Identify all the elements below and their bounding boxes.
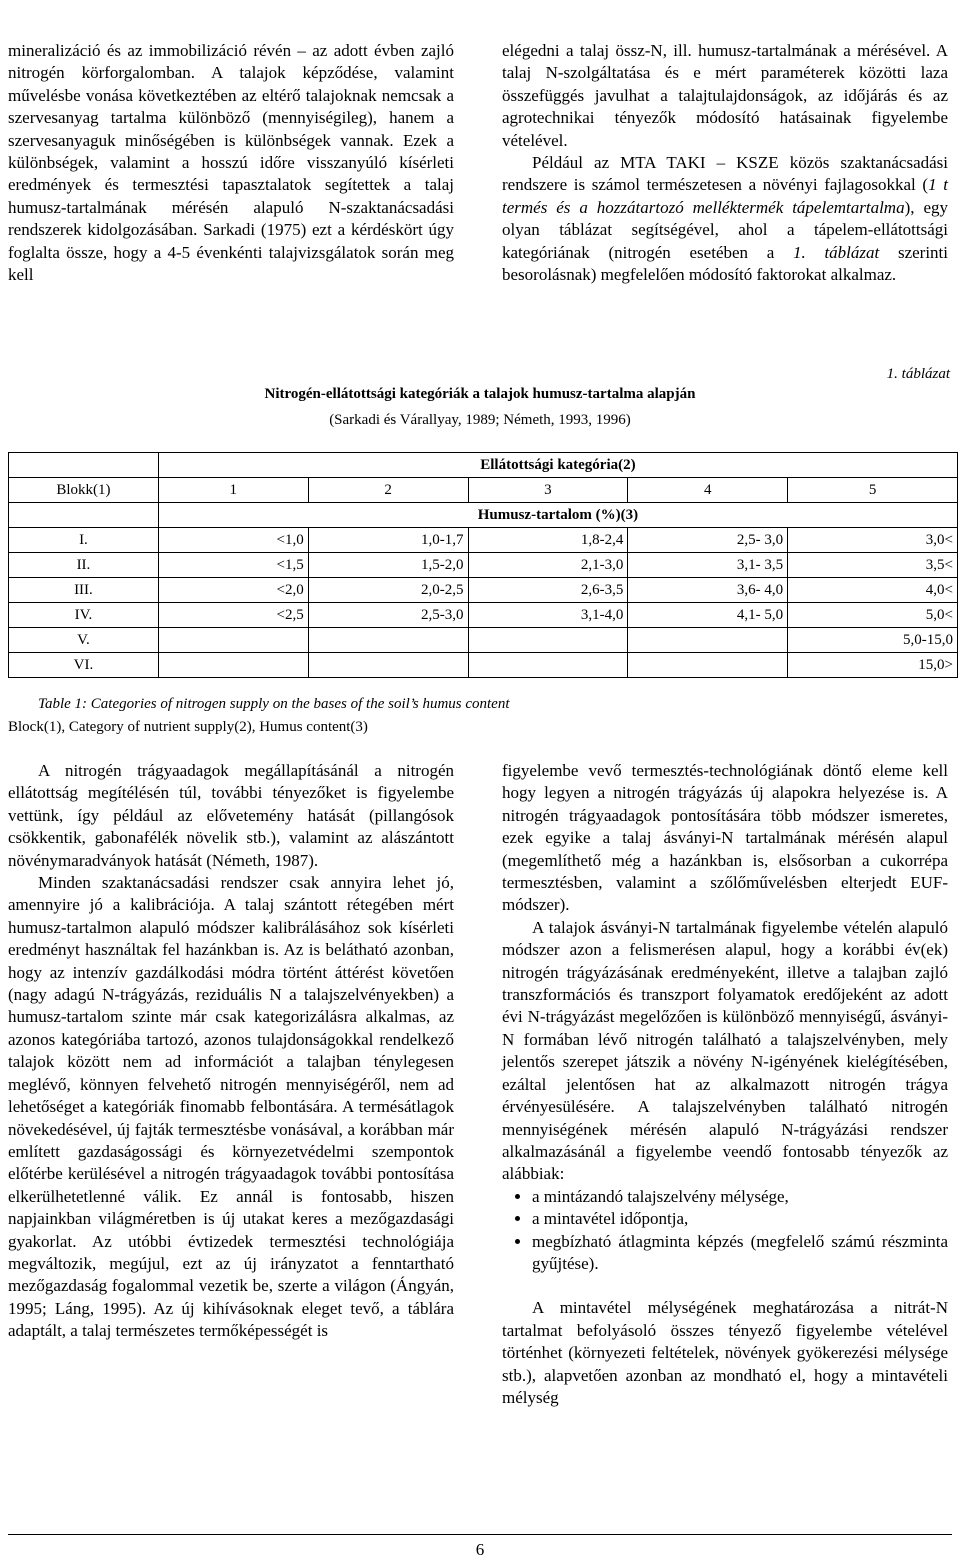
table-cell: 3,0<: [788, 528, 958, 553]
table-row: [9, 578, 958, 603]
category-label: 3: [468, 478, 628, 503]
header-block: Blokk(1): [9, 478, 159, 503]
paragraph: A mintavétel mélységének meghatározása a nitrát-N tartalmat befolyásoló összes tényező figyelembe vételével történhet (környezeti feltételek, növények gyökerezési mélysége stb.), alapvetően azonban az mondható el, hogy a mintavételi mélység: [502, 1298, 948, 1407]
paragraph: figyelembe vevő termesztés-technológiának döntő eleme kell hogy legyen a nitrogén trágyázás új alapokra helyezése is. A nitrogén trágyaadagok pontosítására több módszer ismeretes, ezek egyike a talaj ásványi-N tartalmának mérésén alapul (megemlíthető még a hazánkban is, elsősorban a cukorrépa termesztésben, valamint a szőlőművelésben elterjedt EUF-módszer).: [502, 761, 948, 915]
table-cell: 15,0>: [788, 653, 958, 678]
table-cell: 1,0-1,7: [308, 528, 468, 553]
category-label: 5: [788, 478, 958, 503]
paragraph: mineralizáció és az immobilizáció révén – az adott évben zajló nitrogén körforgalomban. A talajok képződése, valamint művelésbe vonása következtében az eltérő talajoknak nemcsak a szervesanyag tartalma különböző (mennyiségileg), hanem a szervesanyaguk minőségében is különbségek vannak. Ezek a különbségek, valamint a hosszú időre visszanyúló kísérleti eredmények és termesztési tapasztalatok segítettek a talaj humusz-tartalmának mérésén alapuló N-szaktanácsadási rendszerek kidolgozásában. Sarkadi (1975) ezt a kérdéskört úgy foglalta össze, hogy a 4-5 évenkénti talajvizsgálatok során meg kell: [8, 41, 454, 285]
paragraph: [502, 152, 948, 286]
block-cell: III.: [9, 578, 159, 603]
table-cell: 4,1- 5,0: [628, 603, 788, 628]
page-number: 6: [475, 1540, 485, 1559]
block-cell: IV.: [9, 603, 159, 628]
text-span: ), egy olyan táblázat segítségével, ahol a tápelem-ellátottsági kategóriának (nitrogén esetében a: [502, 197, 948, 262]
block-cell: I.: [9, 528, 159, 553]
paragraph: A nitrogén trágyaadagok megállapításánál a nitrogén ellátottság megítélésén túl, további tényezőket is figyelembe vettünk, így például az elővetemény hatását (pillangósok csökkentik, gabonafélék növelik stb.), valamint az alászántott növénymaradványok hatását (Németh, 1987).: [8, 761, 454, 870]
category-label: 4: [628, 478, 788, 503]
table-cell: 2,6-3,5: [468, 578, 628, 603]
table-cell: <1,5: [158, 553, 308, 578]
table-cell: [9, 453, 159, 478]
table-number: 1. táblázat: [886, 366, 950, 382]
table-cell: [158, 653, 308, 678]
table-header-row: [9, 453, 958, 478]
category-label: 2: [308, 478, 468, 503]
table-cell: <2,5: [158, 603, 308, 628]
paragraph: Minden szaktanácsadási rendszer csak annyira lehet jó, amennyire jó a kalibrációja. A talaj szántott rétegében mért humusz-tartalmon alapuló módszer kalibrálásához sok kísérleti eredményt használtak fel hazánkban is. Az is belátható azonban, hogy az intenzív gazdálkodási módra történt áttérést követően (nagy adagú N-trágyázás, reziduális N a talajszelvényekben) a humusz-tartalom szinte már csak kategorizálásra alkalmas, az azonos kategóriába tartozó, azonos tulajdonságokkal rendelkező talajok között nem ad információt a talajban ténylegesen meglévő, könnyen felvehető nitrogén mennyiségéről, nem ad lehetőséget a kategóriák finomabb felbontására. A termésátlagok növekedésével, új fajták termesztésbe vonásával, a korábban már említett gazdaságossági és környezetvédelmi szempontok előtérbe kerülésével a nitrogén trágyaadagok további pontosítása elkerülhetetlenné válik. Ez annál is fontosabb, hiszen napjainkban világméretben is új utakat keres a mezőgazdasági gyakorlat. Az utóbbi évtizedek termesztési technológiája megváltozik, megújul, ezt az új irányzatot a fenntartható mezőgazdaság fogalommal vezetik be, szerte a világon (Ángyán, 1995; Láng, 1995). Az új kihívásoknak eleget tevő, a táblára adaptált, a talaj természetes termőképességét is: [8, 873, 454, 1341]
table-cell: 2,5- 3,0: [628, 528, 788, 553]
text-span: szerinti besorolásnak) megfelelően módosító faktorokat alkalmaz.: [502, 242, 948, 285]
table-cell: 3,1-4,0: [468, 603, 628, 628]
table-cell: 3,5<: [788, 553, 958, 578]
factor-list: [502, 1186, 948, 1276]
paragraph: elégedni a talaj össz-N, ill. humusz-tartalmának a mérésével. A talaj N-szolgáltatása és e mért paraméterek közötti laza összefüggés javulhat a talajtulajdonságok, az időjárás és az agrotechnikai tényezők módosító hatásainak figyelembe vételével.: [502, 41, 948, 150]
table-title: Nitrogén-ellátottsági kategóriák a talajok humusz-tartalma alapján: [264, 386, 696, 402]
table-cell: 1,5-2,0: [308, 553, 468, 578]
block-cell: II.: [9, 553, 159, 578]
italic-span: 1. táblázat: [793, 242, 880, 262]
spacer: [502, 1275, 948, 1297]
table-cell: 5,0-15,0: [788, 628, 958, 653]
paragraph: A talajok ásványi-N tartalmának figyelembe vételén alapuló módszer azon a felismerésen alapul, hogy a korábbi év(ek) nitrogén trágyázásának eredményeként, illetve a talajban zajló transzformációs és transzport folyamatok eredőjeként az adott évi N-trágyázást megelőzően is különböző mennyiségű, ásványi-N formában lévő nitrogén található a talajszelvényben, mely jelentős szerepet játszik a növény N-igényének kielégítésében, ezáltal jelentősen hat az alkalmazott nitrogén trágya érvényesülésére. A talajszelvényben található nitrogén mennyiségének mérésén alapuló N-trágyázási rendszer alkalmazásánál a figyelembe veendő fontosabb tényezők az alábbiak:: [502, 917, 948, 1184]
table-cell: <1,0: [158, 528, 308, 553]
text-column-top-right: [502, 40, 948, 286]
table-cell: 1,8-2,4: [468, 528, 628, 553]
list-item: • a mintázandó talajszelvény mélysége,: [532, 1186, 948, 1208]
table-caption-english: Table 1: Categories of nitrogen supply on the bases of the soil’s humus content: [38, 696, 510, 712]
category-label: 1: [158, 478, 308, 503]
table-row: [9, 653, 958, 678]
header-category: Ellátottsági kategória(2): [158, 453, 957, 478]
table-row: [9, 528, 958, 553]
text-column-top-left: [8, 40, 454, 286]
table-cell: 2,1-3,0: [468, 553, 628, 578]
table-cell: <2,0: [158, 578, 308, 603]
table-cell: [308, 653, 468, 678]
text-span: Például az MTA TAKI – KSZE közös szaktanácsadási rendszere is számol természetesen a növényi fajlagosokkal (: [502, 153, 948, 195]
table-row: [9, 553, 958, 578]
table-cell: 4,0<: [788, 578, 958, 603]
table-cell: [628, 628, 788, 653]
table-caption-legend: Block(1), Category of nutrient supply(2), Humus content(3): [8, 719, 368, 735]
footer-divider: [8, 1534, 952, 1535]
table-header-row: [9, 503, 958, 528]
table-header-row: [9, 478, 958, 503]
header-humus: Humusz-tartalom (%)(3): [158, 503, 957, 528]
table-cell: [158, 628, 308, 653]
text-column-bottom-left: [8, 760, 454, 1343]
table-source: (Sarkadi és Várallyay, 1989; Németh, 1993, 1996): [329, 412, 631, 428]
table-cell: 5,0<: [788, 603, 958, 628]
block-cell: VI.: [9, 653, 159, 678]
table-row: [9, 628, 958, 653]
table-cell: [468, 628, 628, 653]
list-item: • megbízható átlagminta képzés (megfelelő számú részminta gyűjtése).: [532, 1231, 948, 1276]
list-item: • a mintavétel időpontja,: [532, 1208, 948, 1230]
table-cell: 3,6- 4,0: [628, 578, 788, 603]
table-cell: [308, 628, 468, 653]
table-cell: [9, 503, 159, 528]
nitrogen-category-table: [8, 452, 958, 678]
text-column-bottom-right: [502, 760, 948, 1409]
table-cell: 3,1- 3,5: [628, 553, 788, 578]
block-cell: V.: [9, 628, 159, 653]
table-cell: [468, 653, 628, 678]
table-cell: [628, 653, 788, 678]
italic-span: 1 t termés és a hozzátartozó melléktermék tápelemtartalma: [502, 175, 948, 217]
table-row: [9, 603, 958, 628]
table-cell: 2,0-2,5: [308, 578, 468, 603]
table-cell: 2,5-3,0: [308, 603, 468, 628]
